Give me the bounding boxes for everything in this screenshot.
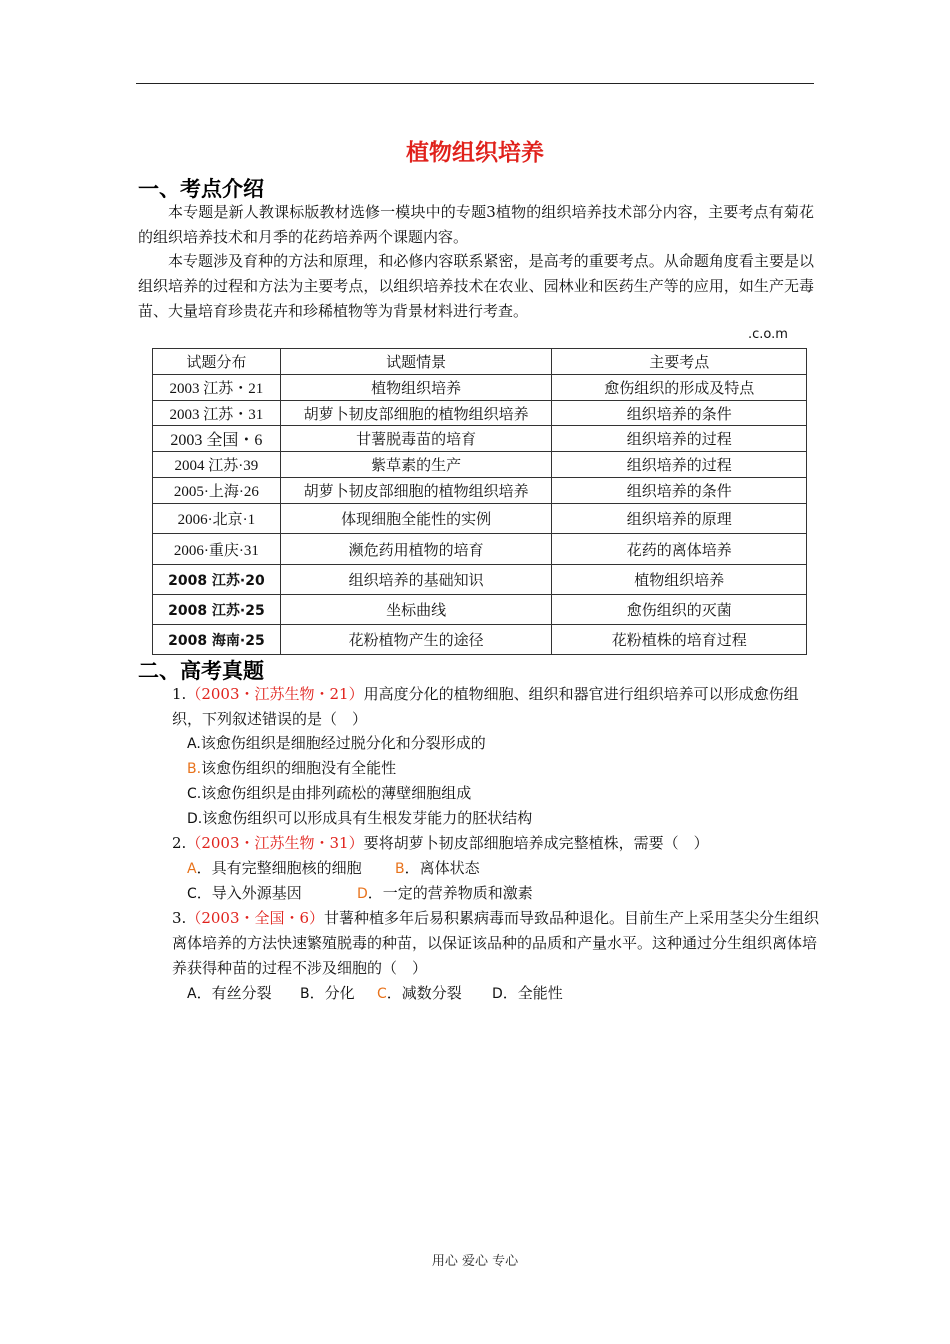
question-3 bbox=[172, 906, 820, 981]
table-cell: 愈伤组织的灭菌 bbox=[552, 595, 807, 625]
table-cell: 植物组织培养 bbox=[552, 565, 807, 595]
intro-paragraph-1: 本专题是新人教课标版教材选修一模块中的专题3植物的组织培养技术部分内容，主要考点有菊花的组织培养技术和月季的花药培养两个课题内容。 bbox=[138, 203, 814, 246]
question-text: 用高度分化的植物细胞、组织和器官进行组织培养可以形成愈伤组织，下列叙述错误的是（ ） bbox=[172, 685, 799, 728]
table-cell: 组织培养的条件 bbox=[552, 401, 807, 426]
table-row bbox=[153, 426, 807, 452]
table-cell: 2003 江苏・21 bbox=[153, 375, 281, 401]
table-cell: 组织培养的过程 bbox=[552, 452, 807, 478]
table-cell: 2008 江苏·20 bbox=[153, 565, 281, 595]
section-heading-intro: 一、考点介绍 bbox=[138, 177, 264, 201]
header-rule bbox=[136, 83, 814, 84]
table-cell: 2008 海南·25 bbox=[153, 625, 281, 655]
table-cell: 2003 全国・6 bbox=[153, 426, 281, 452]
table-cell: 组织培养的原理 bbox=[552, 504, 807, 534]
table-cell: 体现细胞全能性的实例 bbox=[280, 504, 552, 534]
option-a: A．有丝分裂 bbox=[187, 984, 272, 1002]
table-row bbox=[153, 401, 807, 426]
table-cell: 2006·北京·1 bbox=[153, 504, 281, 534]
page-footer: 用心 爱心 专心 bbox=[431, 1254, 519, 1269]
table-cell: 愈伤组织的形成及特点 bbox=[552, 375, 807, 401]
option-b: B．分化 bbox=[300, 984, 355, 1002]
option-c: C.该愈伤组织是由排列疏松的薄壁细胞组成 bbox=[187, 784, 472, 802]
table-cell: 2006·重庆·31 bbox=[153, 534, 281, 565]
option-b: B.该愈伤组织的细胞没有全能性 bbox=[187, 759, 397, 777]
column-header: 主要考点 bbox=[552, 349, 807, 375]
table-row bbox=[153, 478, 807, 504]
option-d: D．全能性 bbox=[492, 984, 563, 1002]
table-cell: 组织培养的条件 bbox=[552, 478, 807, 504]
option-c: C．导入外源基因 bbox=[187, 884, 302, 902]
table-cell: 植物组织培养 bbox=[280, 375, 552, 401]
table-cell: 2004 江苏·39 bbox=[153, 452, 281, 478]
table-cell: 花粉植株的培育过程 bbox=[552, 625, 807, 655]
table-row bbox=[153, 565, 807, 595]
question-text: 甘薯种植多年后易积累病毒而导致品种退化。目前生产上采用茎尖分生组织离体培养的方法快速繁殖脱毒的种苗，以保证该品种的品质和产量水平。这种通过分生组织离体培养获得种苗的过程不涉及细胞的（ ） bbox=[172, 909, 820, 977]
table-cell: 紫草素的生产 bbox=[280, 452, 552, 478]
table-cell: 胡萝卜韧皮部细胞的植物组织培养 bbox=[280, 478, 552, 504]
table-cell: 组织培养的基础知识 bbox=[280, 565, 552, 595]
question-1 bbox=[172, 682, 820, 732]
table-row bbox=[153, 375, 807, 401]
table-cell: 2005·上海·26 bbox=[153, 478, 281, 504]
question-number: 2. bbox=[172, 834, 187, 852]
column-header: 试题情景 bbox=[280, 349, 552, 375]
column-header: 试题分布 bbox=[153, 349, 281, 375]
table-row bbox=[153, 504, 807, 534]
table-header-row bbox=[153, 349, 807, 375]
option-a: A.该愈伤组织是细胞经过脱分化和分裂形成的 bbox=[187, 734, 486, 752]
table-row bbox=[153, 452, 807, 478]
table-cell: 2008 江苏·25 bbox=[153, 595, 281, 625]
table-cell: 甘薯脱毒苗的培育 bbox=[280, 426, 552, 452]
table-row bbox=[153, 595, 807, 625]
question-number: 3. bbox=[172, 909, 187, 927]
question-2 bbox=[172, 831, 820, 856]
question-number: 1. bbox=[172, 685, 187, 703]
table-cell: 花粉植物产生的途径 bbox=[280, 625, 552, 655]
question-text: 要将胡萝卜韧皮部细胞培养成完整植株，需要（ ） bbox=[363, 834, 709, 852]
table-cell: 花药的离体培养 bbox=[552, 534, 807, 565]
section-heading-exam: 二、高考真题 bbox=[138, 659, 264, 683]
table-row bbox=[153, 625, 807, 655]
table-cell: 坐标曲线 bbox=[280, 595, 552, 625]
intro-paragraph-2: 本专题涉及育种的方法和原理，和必修内容联系紧密，是高考的重要考点。从命题角度看主要是以组织培养的过程和方法为主要考点，以组织培养技术在农业、园林业和医药生产等的应用，如生产无毒苗、大量培育珍贵花卉和珍稀植物等为背景材料进行考查。 bbox=[138, 252, 814, 320]
option-b: B．离体状态 bbox=[395, 859, 480, 877]
table-cell: 组织培养的过程 bbox=[552, 426, 807, 452]
table-cell: 濒危药用植物的培育 bbox=[280, 534, 552, 565]
url-fragment: .c.o.m bbox=[748, 327, 788, 342]
question-source: （2003・江苏生物・31） bbox=[186, 834, 364, 852]
option-d: D．一定的营养物质和激素 bbox=[357, 884, 533, 902]
table-cell: 2003 江苏・31 bbox=[153, 401, 281, 426]
table-cell: 胡萝卜韧皮部细胞的植物组织培养 bbox=[280, 401, 552, 426]
exam-topics-table bbox=[152, 348, 807, 655]
document-title: 植物组织培养 bbox=[406, 140, 544, 166]
question-source: （2003・江苏生物・21） bbox=[186, 685, 364, 703]
option-d: D.该愈伤组织可以形成具有生根发芽能力的胚状结构 bbox=[187, 809, 533, 827]
table-row bbox=[153, 534, 807, 565]
option-c: C．减数分裂 bbox=[377, 984, 462, 1002]
question-source: （2003・全国・6） bbox=[186, 909, 325, 927]
option-a: A．具有完整细胞核的细胞 bbox=[187, 859, 362, 877]
